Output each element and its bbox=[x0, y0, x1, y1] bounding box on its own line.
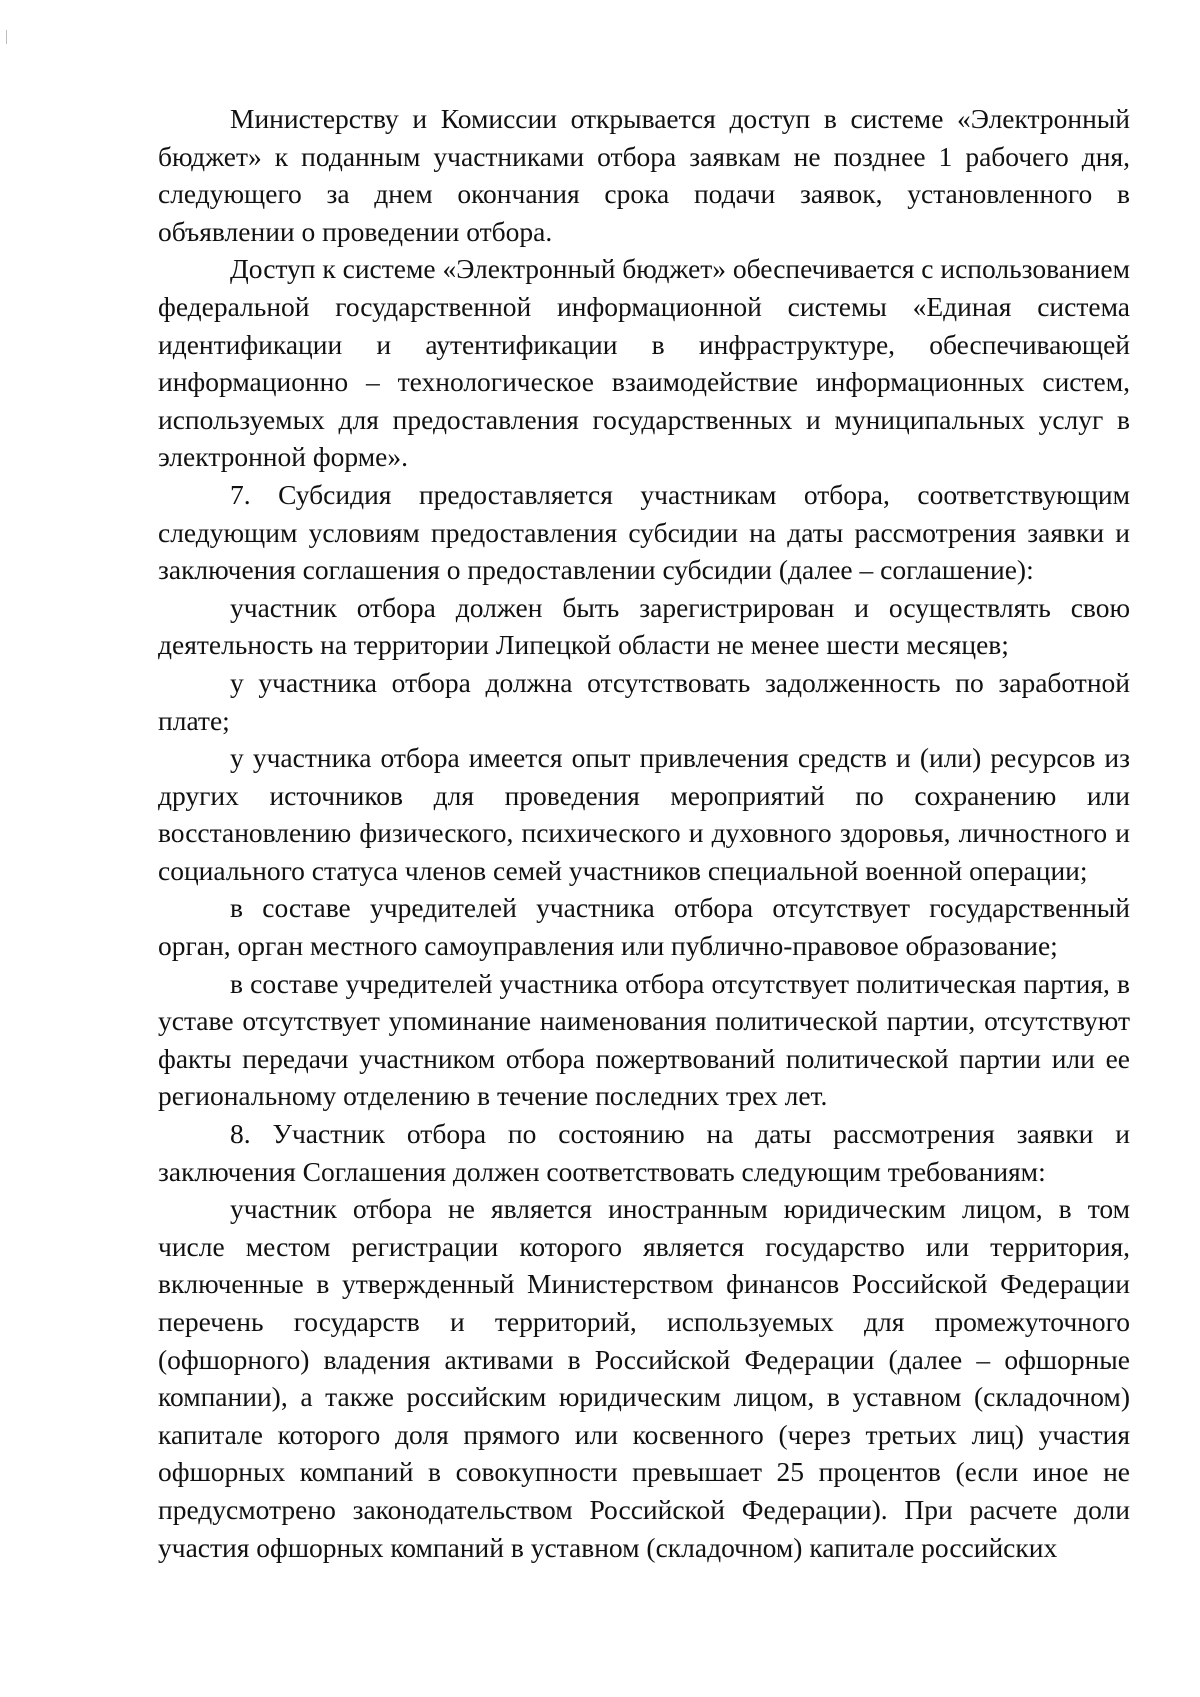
paragraph-condition-founders-party: в составе учредителей участника отбора отсутствует политическая партия, в уставе отсутствует упоминание наименования политической партии, отсутствуют факты передачи участником отбора пожертвований политической партии или ее региональному отделению в течение последних трех лет. bbox=[158, 967, 1130, 1112]
paragraph-access-opening: Министерству и Комиссии открывается доступ в системе «Электронный бюджет» к поданным участниками отбора заявкам не позднее 1 рабочего дня, следующего за днем окончания срока подачи заявок, установленного в объявлении о проведении отбора. bbox=[158, 103, 1130, 247]
scan-edge-mark bbox=[6, 30, 7, 44]
document-page bbox=[158, 100, 1130, 1566]
paragraph-clause-8: 8. Участник отбора по состоянию на даты рассмотрения заявки и заключения Соглашения должен соответствовать следующим требованиям: bbox=[158, 1118, 1130, 1187]
paragraph-condition-salary-debt: у участника отбора должна отсутствовать задолженность по заработной плате; bbox=[158, 666, 1130, 736]
paragraph-clause-7: 7. Субсидия предоставляется участникам отбора, соответствующим следующим условиям предоставления субсидии на даты рассмотрения заявки и заключения соглашения о предоставлении субсидии (далее – соглашение): bbox=[158, 478, 1130, 586]
paragraph-condition-founders-state: в составе учредителей участника отбора отсутствует государственный орган, орган местного самоуправления или публично-правовое образование; bbox=[158, 892, 1130, 962]
paragraph-requirement-offshore: участник отбора не является иностранным юридическим лицом, в том числе местом регистрации которого является государство или территория, включенные в утвержденный Министерством финансов Российской Федерации перечень государств и территорий, используемых для промежуточного (офшорного) владения активами в Российской Федерации (далее – офшорные компании), а также российским юридическим лицом, в уставном (складочном) капитале которого доля прямого или косвенного (через третьих лиц) участия офшорных компаний в совокупности превышает 25 процентов (если иное не предусмотрено законодательством Российской Федерации). При расчете доли участия офшорных компаний в уставном (складочном) капитале российских bbox=[158, 1193, 1130, 1563]
paragraph-condition-registration: участник отбора должен быть зарегистрирован и осуществлять свою деятельность на территории Липецкой области не менее шести месяцев; bbox=[158, 591, 1130, 661]
paragraph-condition-experience: у участника отбора имеется опыт привлечения средств и (или) ресурсов из других источников для проведения мероприятий по сохранению или восстановлению физического, психического и духовного здоровья, личностного и социального статуса членов семей участников специальной военной операции; bbox=[158, 742, 1130, 886]
paragraph-access-system: Доступ к системе «Электронный бюджет» обеспечивается с использованием федеральной государственной информационной системы «Единая система идентификации и аутентификации в инфраструктуре, обеспечивающей информационно – технологическое взаимодействие информационных систем, используемых для предоставления государственных и муниципальных услуг в электронной форме». bbox=[158, 253, 1130, 473]
